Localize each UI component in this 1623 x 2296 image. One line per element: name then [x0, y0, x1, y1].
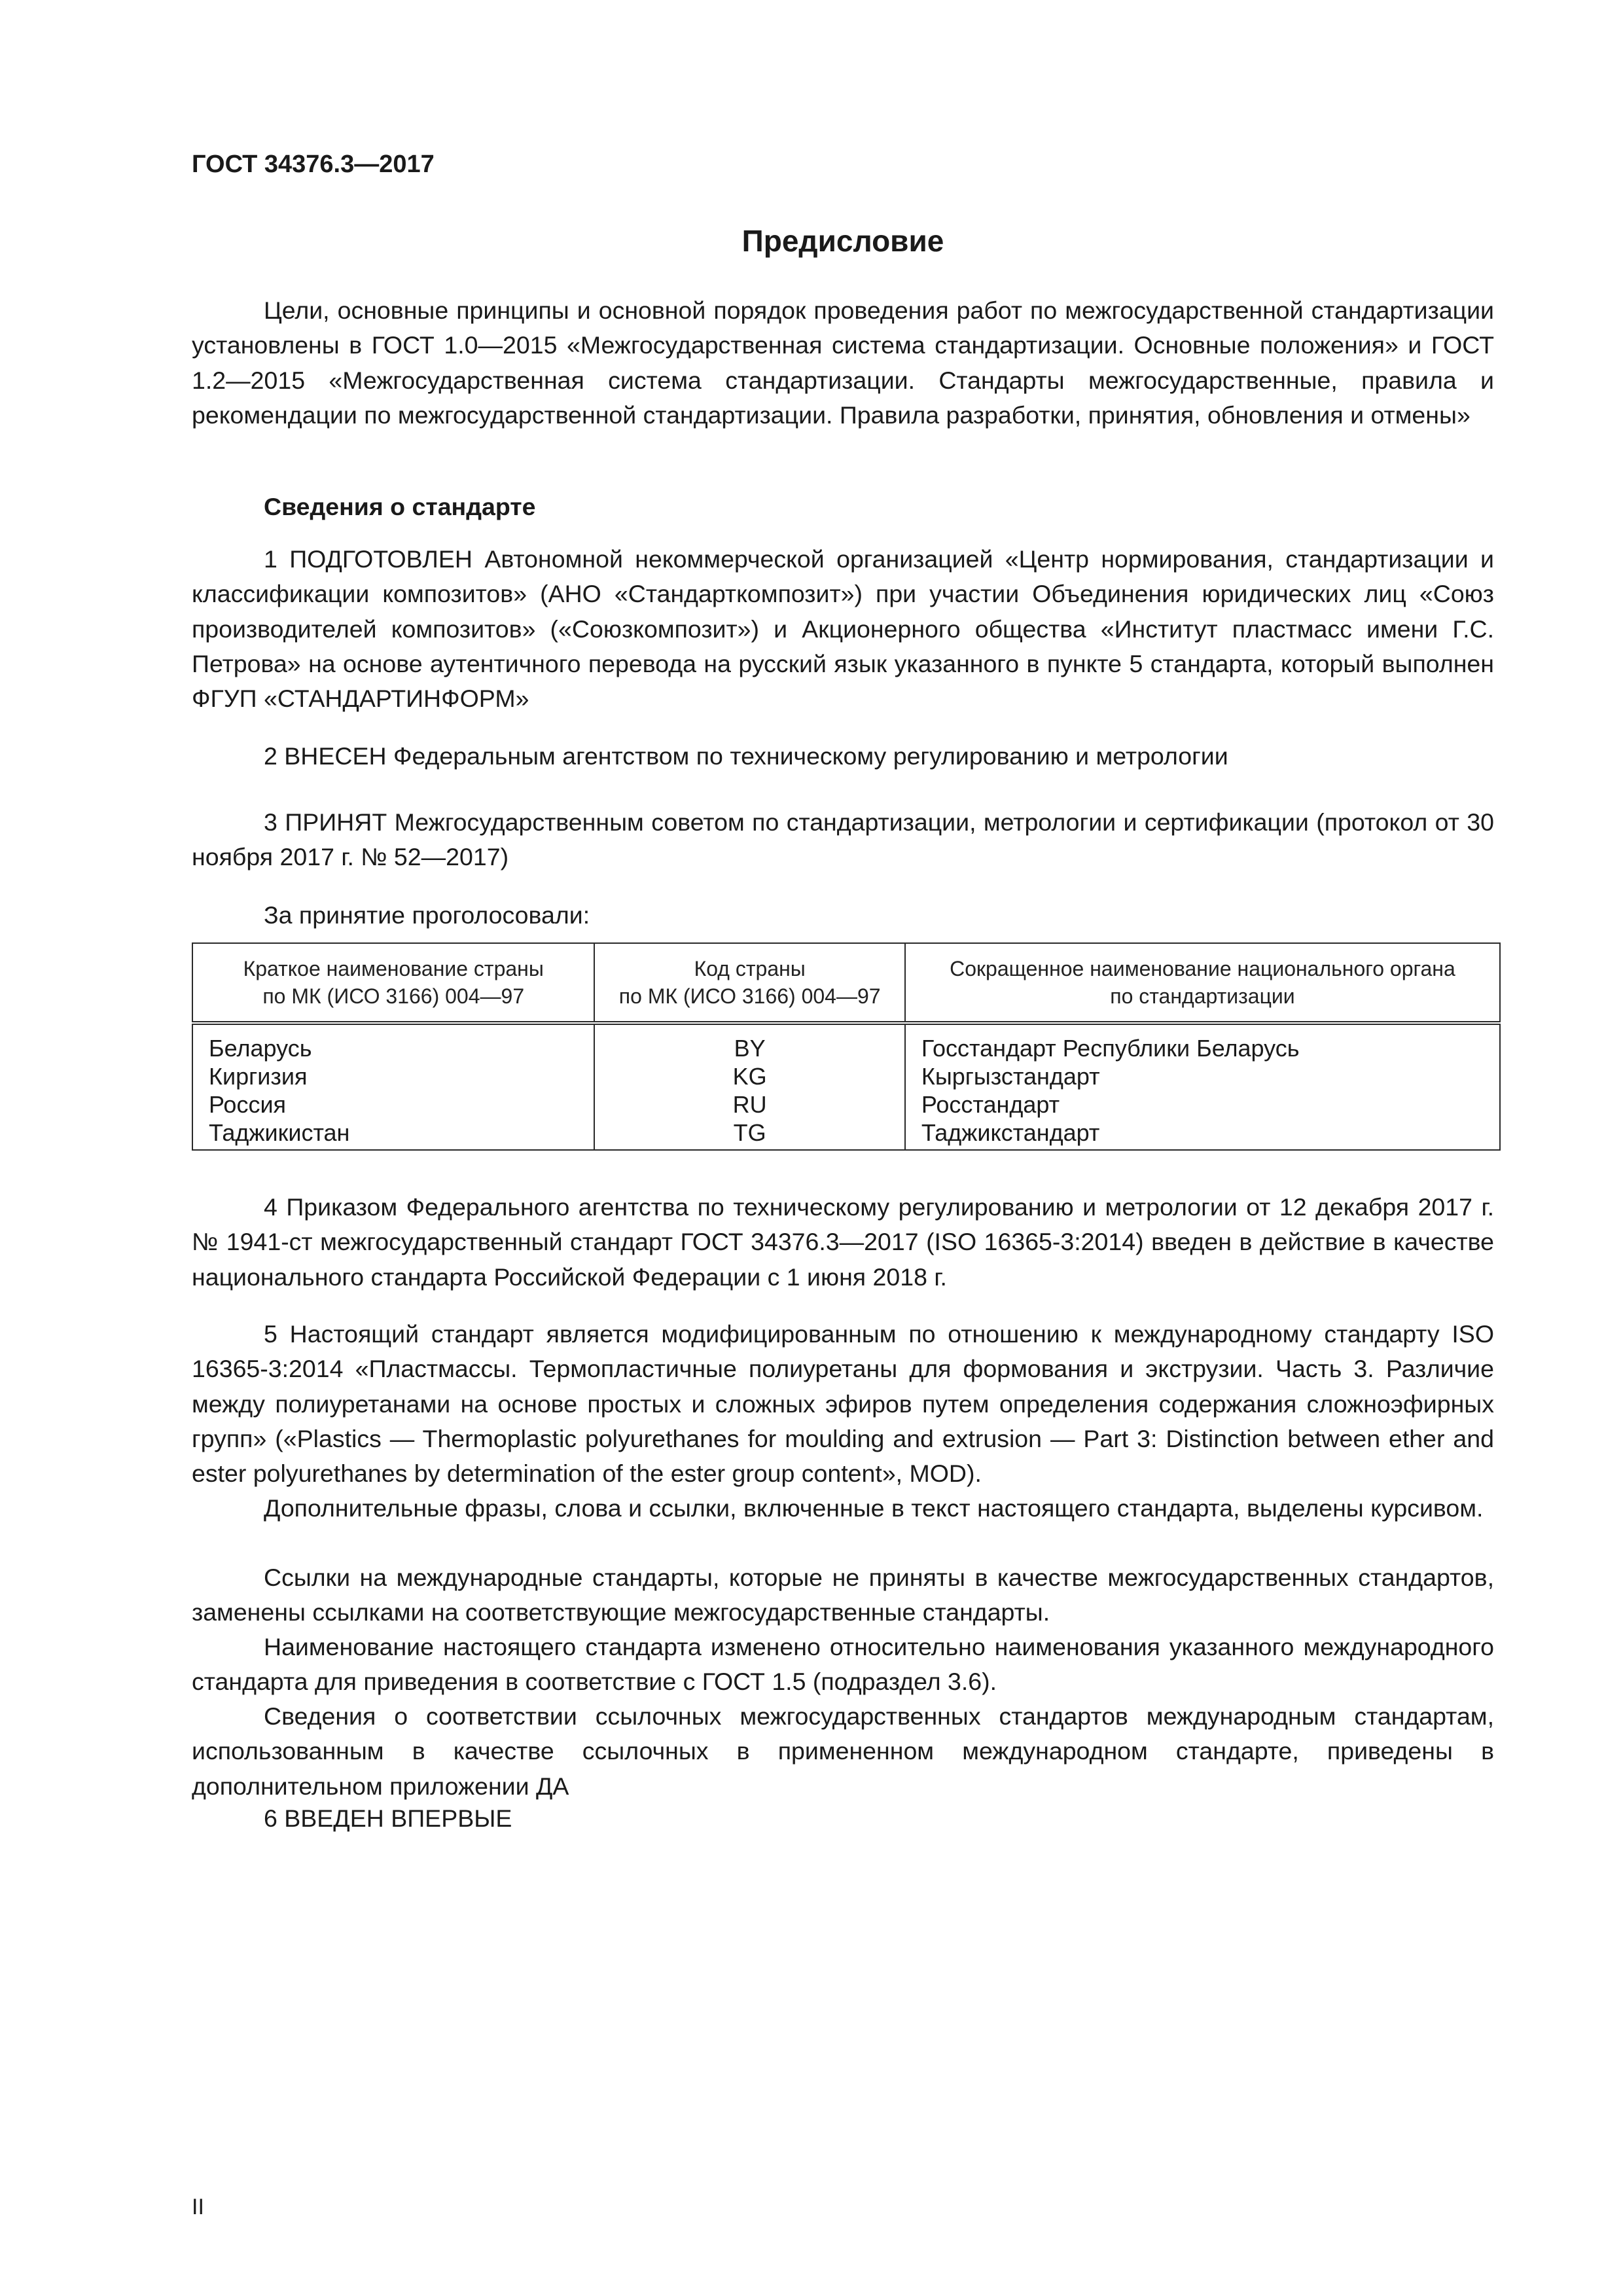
- item-6-paragraph: 6 ВВЕДЕН ВПЕРВЫЕ: [264, 1804, 512, 1832]
- header-line: Код страны: [694, 957, 806, 980]
- document-code-header: ГОСТ 34376.3—2017: [192, 151, 435, 178]
- country-cell: [192, 1023, 594, 1150]
- page-title: Предисловие: [741, 224, 944, 258]
- country-name: Беларусь: [209, 1035, 312, 1062]
- item-4-paragraph: 4 Приказом Федерального агентства по техническому регулированию и метрологии от 12 декабря 2017 г. № 1941-ст межгосударственный стандарт ГОСТ 34376.3—2017 (ISO 16365-3:2014) введен в действие в качестве национального стандарта Российской Федерации с 1 июня 2018 г.: [192, 1193, 1494, 1291]
- country-name: Киргизия: [209, 1063, 308, 1090]
- item-2-paragraph: 2 ВНЕСЕН Федеральным агентством по техническому регулированию и метрологии: [264, 742, 1228, 770]
- intro-paragraph: Цели, основные принципы и основной порядок проведения работ по межгосударственной стандартизации установлены в ГОСТ 1.0—2015 «Межгосударственная система стандартизации. Основные положения» и ГОСТ 1.2—2015 «Межгосударственная система стандартизации. Стандарты межгосударственные, правила и рекомендации по межгосударственной стандартизации. Правила разработки, принятия, обновления и отмены»: [192, 296, 1494, 429]
- item-5-note-title-change: Наименование настоящего стандарта изменено относительно наименования указанного международного стандарта для приведения в соответствие с ГОСТ 1.5 (подраздел 3.6).: [192, 1633, 1494, 1696]
- column-header-national-body: [905, 943, 1500, 1023]
- item-5-note-references: Ссылки на международные стандарты, которые не приняты в качестве межгосударственных стандартов, заменены ссылками на соответствующие межгосударственные стандарты.: [192, 1564, 1494, 1626]
- national-body-cell: [905, 1023, 1500, 1150]
- national-body-name: Кыргызстандарт: [921, 1063, 1100, 1090]
- header-line: Сокращенное наименование национального органа: [950, 957, 1455, 980]
- item-5-paragraph: 5 Настоящий стандарт является модифицированным по отношению к международному стандарту ISO 16365-3:2014 «Пластмассы. Термопластичные полиуретаны для формования и экструзии. Часть 3. Различие между полиуретанами на основе простых и сложных эфиров путем определения содержания сложноэфирных групп» («Plastics — Thermoplastic polyurethanes for moulding and extrusion — Part 3: Distinction between ether and ester polyurethanes by determination of the ester group content», MOD).: [192, 1320, 1494, 1488]
- country-name: Россия: [209, 1091, 287, 1118]
- country-code: TG: [733, 1119, 766, 1146]
- item-5-note-annex: Сведения о соответствии ссылочных межгосударственных стандартов международным стандартам, использованным в качестве ссылочных в примененном международном стандарте, приведены в дополнительном приложении ДА: [192, 1702, 1494, 1800]
- national-body-name: Таджикстандарт: [921, 1119, 1100, 1146]
- about-standard-heading: Сведения о стандарте: [264, 493, 536, 520]
- table-header-row: [192, 943, 1500, 1023]
- item-1-paragraph: 1 ПОДГОТОВЛЕН Автономной некоммерческой организацией «Центр нормирования, стандартизации и классификации композитов» (АНО «Стандарткомпозит») при участии Объединения юридических лиц «Союз производителей композитов» («Союзкомпозит») и Акционерного общества «Институт пластмасс имени Г.С. Петрова» на основе аутентичного перевода на русский язык указанного в пункте 5 стандарта, который выполнен ФГУП «СТАНДАРТИНФОРМ»: [192, 545, 1494, 713]
- item-3-paragraph: 3 ПРИНЯТ Межгосударственным советом по стандартизации, метрологии и сертификации (протокол от 30 ноября 2017 г. № 52—2017): [192, 808, 1494, 871]
- header-line: по МК (ИСО 3166) 004—97: [618, 984, 881, 1008]
- header-line: Краткое наименование страны: [243, 957, 544, 980]
- header-line: по стандартизации: [1110, 984, 1295, 1008]
- country-code-cell: [594, 1023, 904, 1150]
- vote-intro-text: За принятие проголосовали:: [264, 901, 590, 929]
- national-body-name: Росстандарт: [921, 1091, 1060, 1118]
- column-header-code: [594, 943, 904, 1023]
- national-body-name: Госстандарт Республики Беларусь: [921, 1035, 1300, 1062]
- country-code: KG: [732, 1063, 767, 1090]
- country-name: Таджикистан: [209, 1119, 350, 1146]
- header-line: по МК (ИСО 3166) 004—97: [262, 984, 525, 1008]
- voting-countries-table: [192, 942, 1501, 1151]
- page-number: II: [192, 2195, 204, 2219]
- column-header-country: [192, 943, 594, 1023]
- country-code: BY: [734, 1035, 766, 1062]
- item-5-note-italics: Дополнительные фразы, слова и ссылки, включенные в текст настоящего стандарта, выделены курсивом.: [264, 1494, 1484, 1522]
- table-row: [192, 1023, 1500, 1150]
- country-code: RU: [732, 1091, 767, 1118]
